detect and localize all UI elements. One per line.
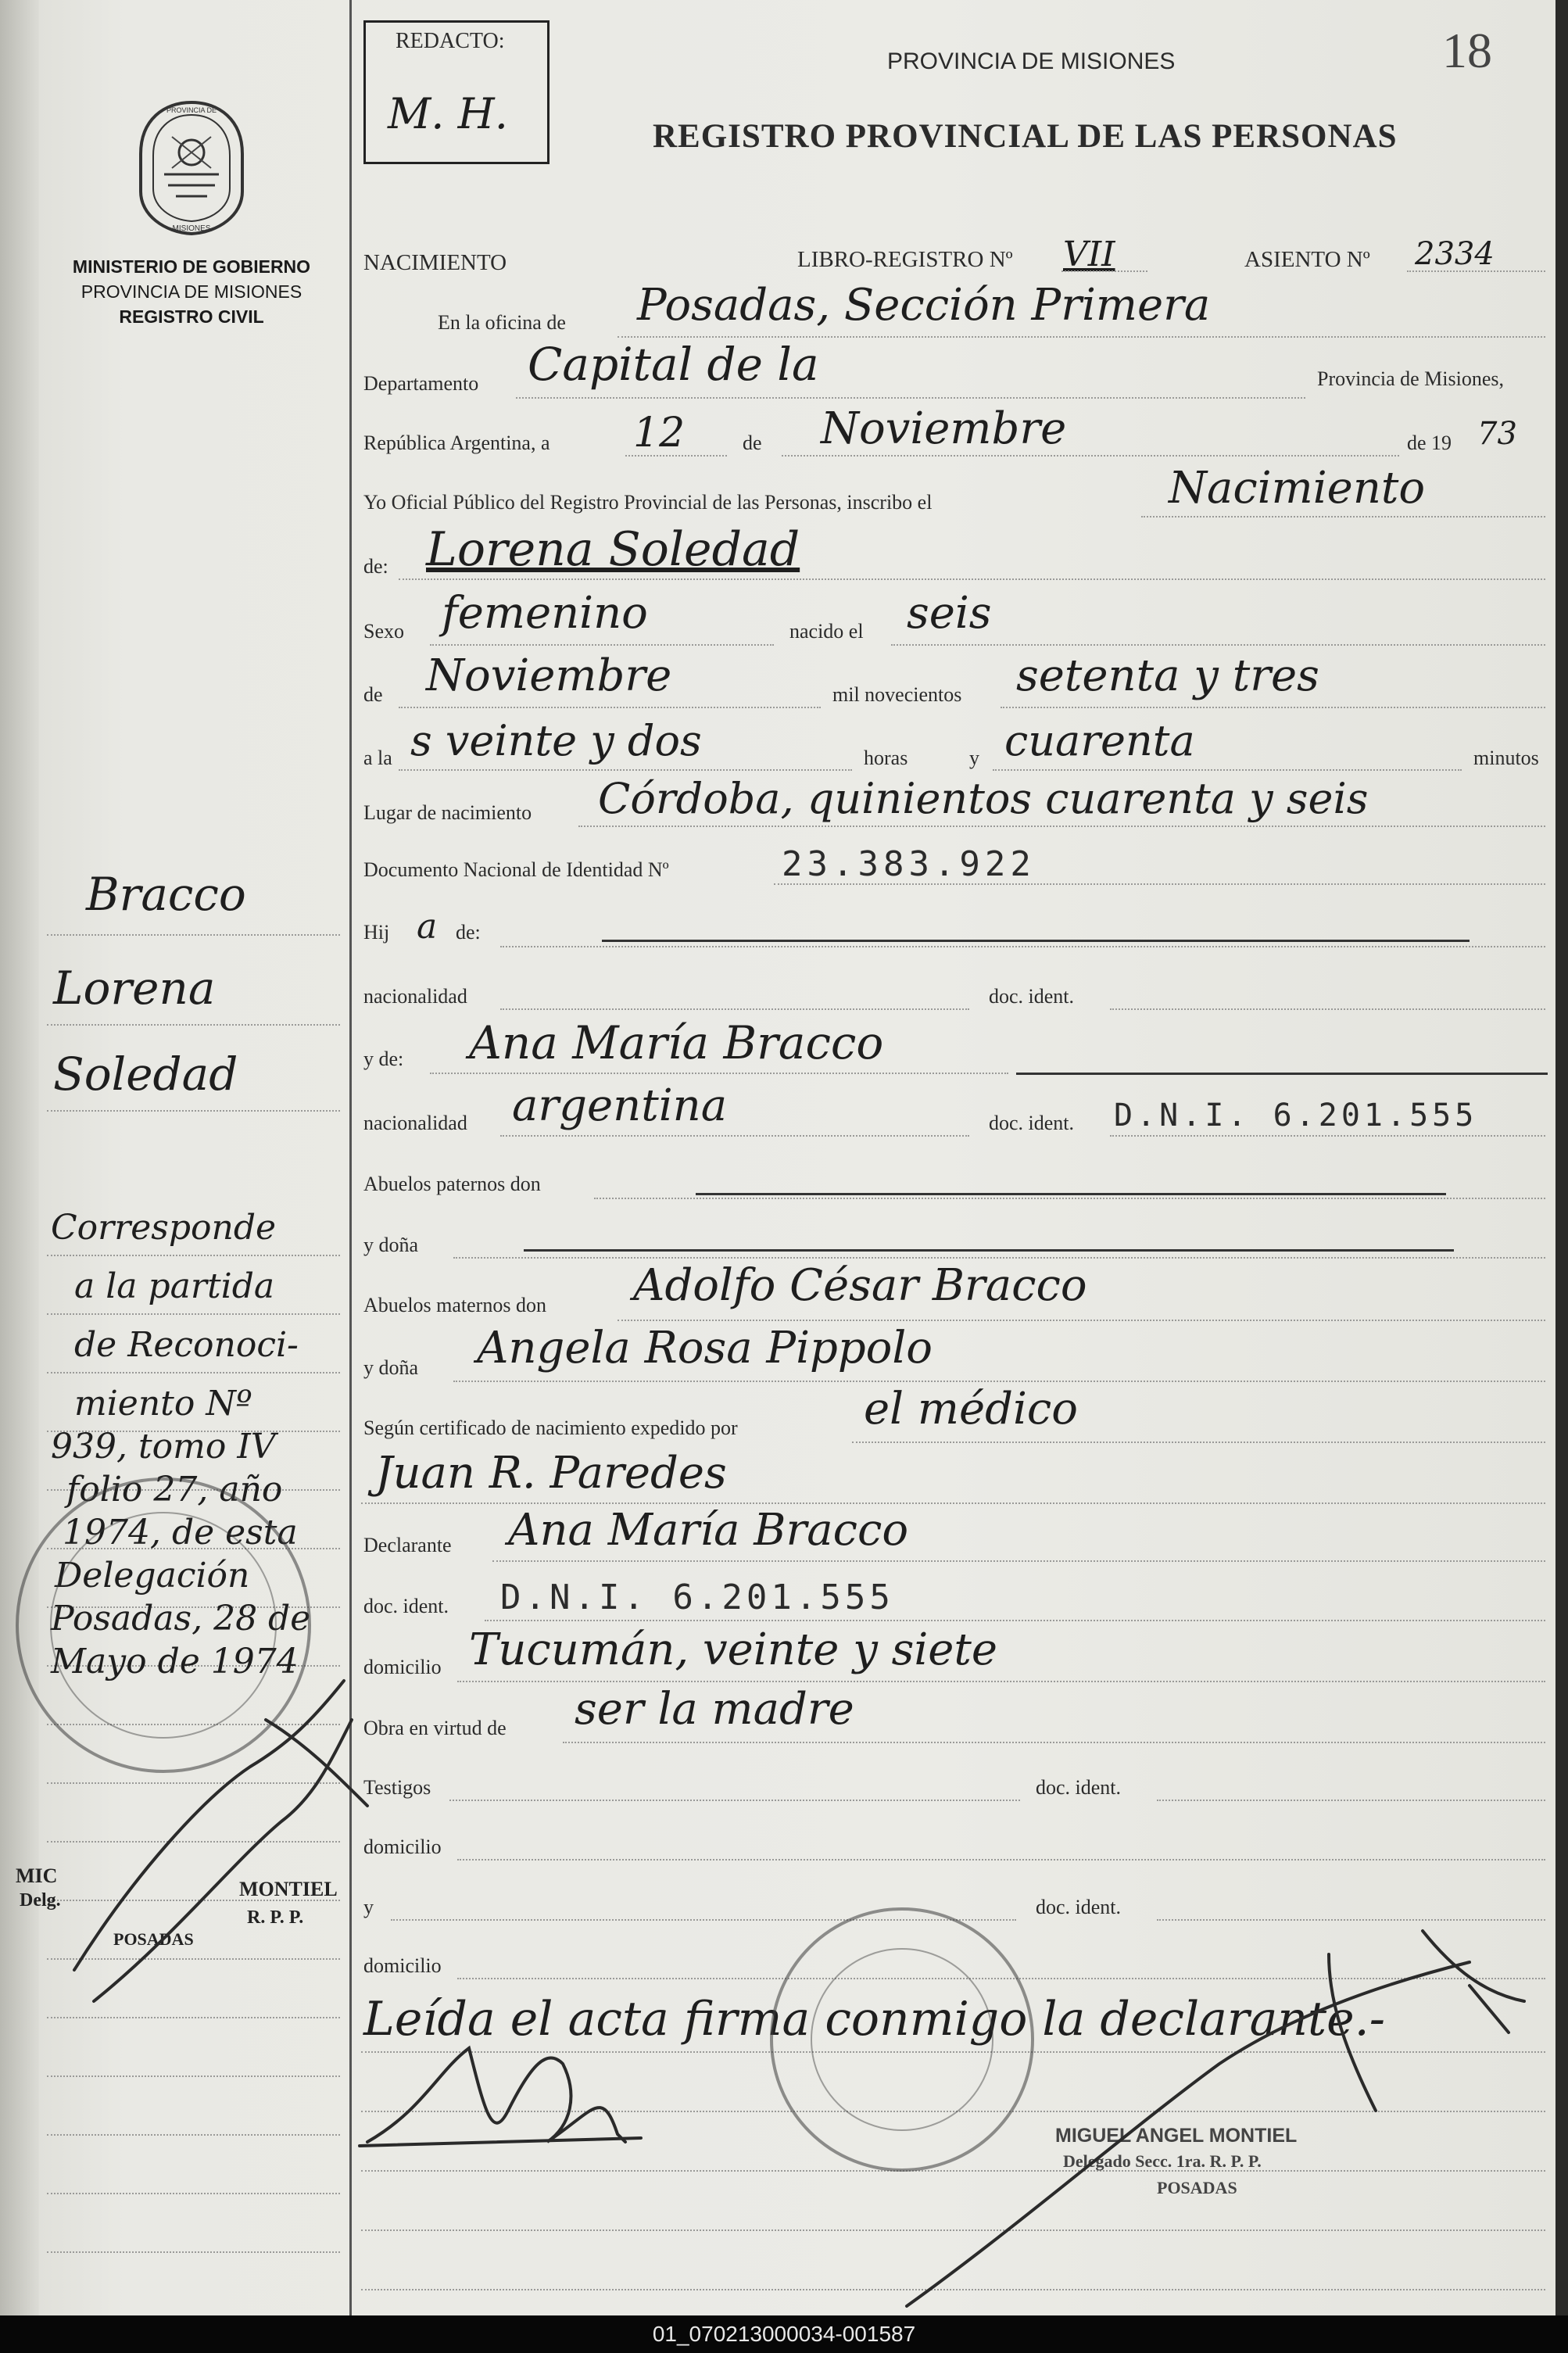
domicilio-label: domicilio (363, 1656, 442, 1678)
libro-value: VII (1063, 235, 1115, 274)
ministry-line2: PROVINCIA DE MISIONES (81, 281, 303, 302)
de2-label: de: (363, 555, 388, 578)
doc4-label: doc. ident. (1036, 1896, 1122, 1918)
abuela-m-value: Angela Rosa Pippolo (477, 1323, 933, 1373)
oficial-value: Nacimiento (1169, 463, 1426, 514)
margin-note-line: folio 27, año (66, 1470, 283, 1510)
doc1-label: doc. ident. (989, 985, 1075, 1008)
hijo-de-label: de: (456, 921, 481, 944)
de3-label: de (363, 683, 383, 706)
margin-note-line: 1974, de esta (63, 1513, 298, 1553)
day-value: 12 (633, 410, 686, 457)
asiento-label: ASIENTO Nº (1244, 247, 1370, 272)
ministry-line1: MINISTERIO DE GOBIERNO (72, 256, 311, 277)
lugar-label: Lugar de nacimiento (363, 801, 532, 824)
y2-label: y (363, 1896, 374, 1918)
left-stamp-rpp: R. P. P. (247, 1907, 304, 1928)
margin-note-line: a la partida (74, 1266, 275, 1306)
nac2-label: nacionalidad (363, 1112, 467, 1134)
left-stamp-posadas: POSADAS (113, 1929, 194, 1949)
doc2-label: doc. ident. (989, 1112, 1075, 1134)
a-las-value: s veinte y dos (410, 716, 702, 765)
left-stamp-delg: Delg. (20, 1890, 61, 1911)
testigos-label: Testigos (363, 1776, 431, 1799)
nac1-label: nacionalidad (363, 985, 467, 1008)
redacto-initials: M. H. (388, 89, 508, 138)
year-label: de 19 (1407, 432, 1452, 454)
y-dona-label: y doña (363, 1234, 419, 1256)
hijo-hand: a (417, 907, 438, 947)
leida-text: Leída el acta firma conmigo la declarante.- (363, 1992, 1385, 2047)
month-value: Noviembre (821, 403, 1067, 454)
seal-top-text: PROVINCIA DE (166, 106, 217, 114)
oficina-label: En la oficina de (438, 311, 566, 334)
margin-name2: Soledad (53, 1048, 238, 1101)
oficial-label: Yo Oficial Público del Registro Provincial de las Personas, inscribo el (363, 491, 933, 514)
margin-note-line: Delegación (55, 1556, 250, 1596)
doc3-label: doc. ident. (1036, 1776, 1122, 1799)
seal-bottom-text: MISIONES (172, 224, 211, 233)
medico-value: Juan R. Paredes (375, 1448, 727, 1499)
y-de-label: y de: (363, 1048, 404, 1070)
margin-surname: Bracco (86, 868, 246, 921)
province-title: PROVINCIA DE MISIONES (887, 48, 1176, 74)
margin-note-line: miento Nº (74, 1384, 252, 1424)
minutos-label: minutos (1473, 747, 1539, 769)
asiento-value: 2334 (1415, 236, 1495, 272)
certificado-label: Según certificado de nacimiento expedido por (363, 1416, 738, 1439)
de-label: de (743, 432, 762, 454)
sexo-label: Sexo (363, 620, 404, 643)
nacido-value: seis (907, 588, 992, 639)
provincia-label: Provincia de Misiones, (1317, 367, 1505, 390)
mil-label: mil novecientos (832, 683, 962, 706)
margin-note-line: 939, tomo IV (51, 1427, 276, 1467)
margin-note-line: Corresponde (51, 1208, 277, 1248)
horas-label: horas (864, 747, 908, 769)
doc-ident-label: doc. ident. (363, 1595, 449, 1617)
obra-value: ser la madre (575, 1684, 854, 1735)
left-stamp-montiel: MONTIEL (239, 1878, 338, 1900)
domicilio3-label: domicilio (363, 1954, 442, 1977)
certificado-value: el médico (864, 1384, 1078, 1434)
domicilio-value: Tucumán, veinte y siete (469, 1624, 998, 1675)
departamento-value: Capital de la (528, 338, 819, 391)
madre-value: Ana María Bracco (469, 1016, 884, 1069)
sexo-value: femenino (442, 588, 648, 639)
doc-ident-value: D.N.I. 6.201.555 (500, 1578, 894, 1617)
delegate-city: POSADAS (1157, 2178, 1237, 2197)
scan-edge (1555, 0, 1568, 2315)
left-stamp-mic: MIC (16, 1864, 58, 1887)
margin-name1: Lorena (53, 962, 216, 1015)
republica-label: República Argentina, a (363, 432, 550, 454)
departamento-label: Departamento (363, 372, 479, 395)
margin-note-line: Mayo de 1974 (51, 1642, 299, 1681)
oficina-value: Posadas, Sección Primera (637, 280, 1211, 331)
name-value: Lorena Soledad (426, 522, 800, 577)
y-dona2-label: y doña (363, 1356, 419, 1379)
delegate-name: MIGUEL ANGEL MONTIEL (1055, 2125, 1298, 2147)
domicilio2-label: domicilio (363, 1835, 442, 1858)
lugar-value: Córdoba, quinientos cuarenta y seis (598, 774, 1369, 823)
page-number: 18 (1442, 23, 1492, 78)
abuelos-p-label: Abuelos paternos don (363, 1173, 541, 1195)
ministry-line3: REGISTRO CIVIL (119, 306, 264, 327)
a-las-label: a la (363, 747, 392, 769)
abuelo-m-value: Adolfo César Bracco (633, 1260, 1087, 1311)
libro-label: LIBRO-REGISTRO Nº (797, 247, 1013, 272)
hijo-label: Hij (363, 921, 390, 944)
y-label: y (969, 747, 979, 769)
margin-note-line: Posadas, 28 de (51, 1599, 311, 1639)
nacido-label: nacido el (789, 620, 864, 643)
margin-note-line: de Reconoci- (74, 1325, 299, 1365)
year-value: 73 (1477, 416, 1517, 452)
file-caption: 01_070213000034-001587 (0, 2315, 1568, 2353)
dni-label: Documento Nacional de Identidad Nº (363, 858, 669, 881)
record-type: NACIMIENTO (363, 250, 507, 275)
birth-month-value: Noviembre (426, 650, 672, 701)
dni-value: 23.383.922 (782, 844, 1036, 884)
abuelos-m-label: Abuelos maternos don (363, 1294, 546, 1316)
redacto-label: REDACTO: (396, 29, 505, 53)
nac2-value: argentina (512, 1080, 728, 1131)
declarante-label: Declarante (363, 1534, 452, 1556)
obra-label: Obra en virtud de (363, 1717, 507, 1739)
delegate-title: Delegado Secc. 1ra. R. P. P. (1063, 2151, 1262, 2171)
declarante-value: Ana María Bracco (508, 1505, 909, 1556)
minutos-value: cuarenta (1004, 716, 1195, 765)
doc2-value: D.N.I. 6.201.555 (1114, 1098, 1478, 1134)
mil-value: setenta y tres (1016, 650, 1319, 701)
registry-title: REGISTRO PROVINCIAL DE LAS PERSONAS (653, 118, 1398, 155)
